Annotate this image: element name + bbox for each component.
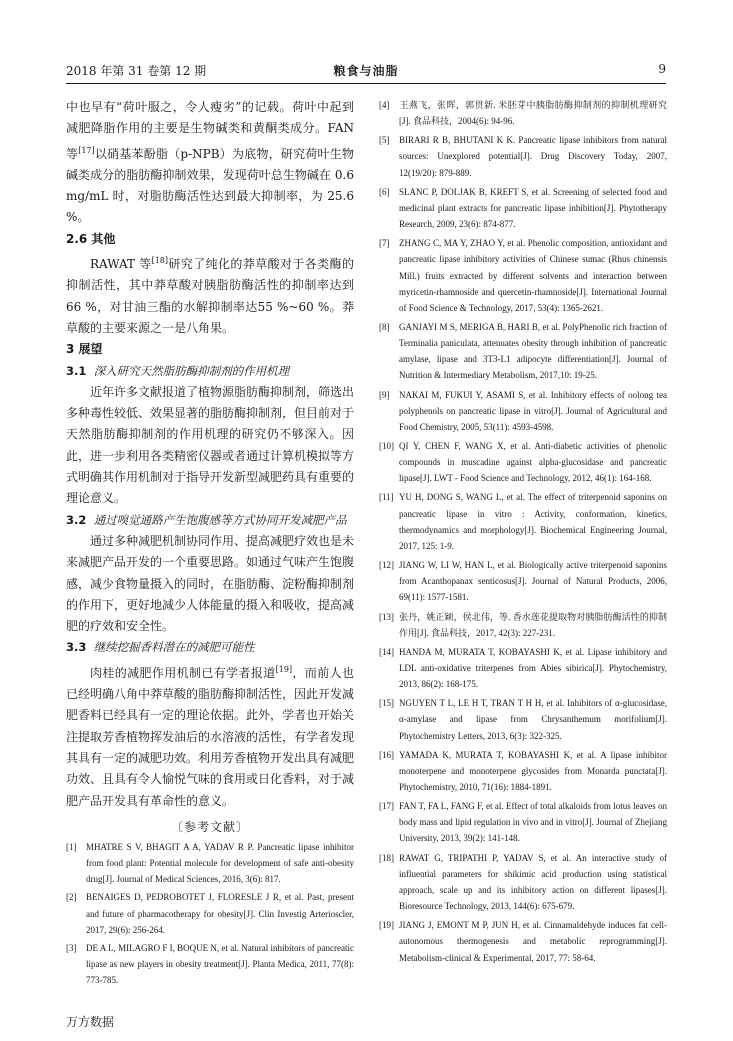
reference-number: [1] — [66, 841, 77, 852]
section-3-2-title — [66, 510, 354, 531]
reference-text: YAMADA K, MURATA T, KOBAYASHI K, et al. A lipase inhibitor monoterpene and monoterpene glycosides from Monarda punctata[J]. Phytochemistry, 2010, 71(16): 1884-1891. — [399, 749, 667, 792]
reference-number: [15] — [379, 698, 394, 709]
reference-item — [379, 557, 667, 605]
reference-text: BIRARI R B, BHUTANI K K. Pancreatic lipase inhibitors from natural sources: Unexplored potential[J]. Drug Discovery Today, 2007, 12(19/20): 879-889. — [399, 135, 667, 178]
reference-text: GANJAYI M S, MERIGA B, HARI B, et al. PolyPhenolic rich fraction of Terminalia paniculata, attenuates obesity through inhibition of pancreatic amylase, lipase and 3T3-L1 adipocyte differentiation[J]. Journal of Nutrition & Intermediary Metabolism, 2017,10: 19-25. — [399, 321, 667, 381]
reference-text: 王燕飞，张晖，郭贯新. 米胚芽中胰脂肪酶抑制剂的抑制机理研究[J]. 食品科技，2004(6): 94-96. — [399, 100, 667, 127]
para-3-3: 肉桂的减肥作用机制已有学者报道[19]，而前人也已经明确八角中莽草酸的脂肪酶抑制活性，因此开发减肥香料已经具有一定的理论依据。此外，学者也开始关注提取芳香植物挥发油后的水溶液的活性，有学者发现其具有一定的减肥功效。利用芳香植物开发出具有减肥功效、且具有令人愉悦气味的食用或日化香料，对于减肥产品开发具有革命性的意义。 — [66, 664, 355, 808]
reference-item — [379, 438, 667, 486]
watermark: 万方数据 — [66, 1015, 115, 1029]
references-title: 〔参考文献〕 — [170, 819, 249, 834]
reference-item — [379, 695, 667, 743]
references-list-right — [379, 97, 667, 966]
section-3-3-text: 继续挖掘香料潜在的减肥可能性 — [93, 640, 255, 655]
reference-number: [6] — [379, 186, 390, 197]
page-number: 9 — [658, 62, 666, 76]
section-3-2-number: 3.2 — [66, 512, 87, 527]
reference-number: [2] — [66, 892, 77, 903]
reference-text: SLANC P, DOLJAK B, KREFT S, et al. Screening of selected food and medicinal plant extracts for pancreatic lipase inhibition[J]. Phytotherapy Research, 2009, 23(6): 874-877. — [399, 186, 667, 230]
reference-number: [5] — [379, 135, 390, 146]
reference-text: MHATRE S V, BHAGIT A A, YADAV R P. Pancreatic lipase inhibitor from food plant: Potential molecule for development of safe anti-obesity drug[J]. Journal of Medical Sciences, 2016, 3(6): 817. — [86, 841, 354, 884]
reference-item — [379, 387, 667, 435]
para-2-6: RAWAT 等[18]研究了纯化的莽草酸对于各类酶的抑制活性，其中莽草酸对胰脂肪酶活性的抑制率达到66 %，对甘油三酯的水解抑制率达55 %~60 %。莽草酸的主要来源之一是八角果。 — [66, 256, 354, 335]
reference-number: [19] — [379, 920, 394, 931]
reference-text: JIANG J, EMONT M P, JUN H, et al. Cinnamaldehyde induces fat cell-autonomous thermogenesis and metabolic reprogramming[J]. Metabolism-clinical & Experimental, 2017, 77: 58-64. — [399, 920, 667, 963]
right-column — [379, 97, 667, 969]
reference-item — [379, 489, 667, 553]
references-list-left — [66, 839, 354, 989]
running-header — [66, 58, 666, 80]
section-3-1-number: 3.1 — [66, 363, 87, 378]
para-intro: 中也早有“荷叶服之，令人瘦劣”的记载。荷叶中起到减肥降脂作用的主要是生物碱类和黄酮类成分。FAN 等[17]以硝基苯酚脂（p-NPB）为底物，研究荷叶生物碱类成分的脂肪酶抑制效果，发现荷叶总生物碱在 0.6 mg/mL 时，对脂肪酶活性达到最大抑制率，为 25.6 %。 — [66, 100, 354, 225]
reference-text: DE A L, MILAGRO F I, BOQUE N, et al. Natural inhibitors of pancreatic lipase as new players in obesity treatment[J]. Planta Medica, 2011, 77(8): 773-785. — [86, 943, 354, 986]
para-3-1: 近年许多文献报道了植物源脂肪酶抑制剂，筛选出多种毒性较低、效果显著的脂肪酶抑制剂，但目前对于天然脂肪酶抑制剂的作用机理的研究仍不够深入。因此，进一步利用各类精密仪器或者通过计算机模拟等方式明确其作用机制对于指导开发新型减肥药具有重要的理论意义。 — [66, 384, 355, 506]
reference-number: [3] — [66, 943, 77, 954]
reference-text: YU H, DONG S, WANG L, et al. The effect of triterpenoid saponins on pancreatic lipase in vitro : Activity, conformation, kinetics, thermodynamics and morphology[J]. Biochemical Engineering Journal, 2017, 125: 1-9. — [399, 492, 667, 551]
reference-number: [9] — [379, 389, 390, 400]
reference-item — [379, 798, 667, 846]
journal-name: 粮食与油脂 — [333, 64, 399, 78]
reference-item — [379, 644, 667, 692]
reference-item — [379, 319, 667, 383]
reference-item — [66, 889, 354, 937]
reference-number: [4] — [379, 100, 390, 110]
left-column — [66, 97, 354, 991]
reference-text: NAKAI M, FUKUI Y, ASAMI S, et al. Inhibitory effects of oolong tea polyphenols on pancreatic lipase in vitro[J]. Journal of Agricultural and Food Chemistry, 2005, 53(11): 4593-4598. — [399, 389, 667, 432]
reference-text: RAWAT G, TRIPATHI P, YADAV S, et al. An interactive study of influential parameters for shikimic acid production using statistical approach, scale up and its inhibitory action on different lipases[J]. Bioresource Technology, 2013, 144(6): 675-679. — [399, 852, 667, 912]
section-3-3-number: 3.3 — [66, 640, 87, 655]
reference-item — [379, 850, 667, 914]
section-3-3-title — [66, 637, 354, 658]
reference-item — [379, 184, 667, 232]
reference-number: [10] — [379, 441, 394, 451]
reference-item — [66, 940, 354, 988]
reference-number: [7] — [379, 238, 390, 249]
reference-number: [17] — [379, 801, 394, 812]
reference-number: [13] — [379, 611, 394, 622]
reference-item — [66, 839, 354, 887]
reference-number: [16] — [379, 749, 394, 760]
section-3-1-title — [66, 361, 354, 382]
journal-issue: 2018 年第 31 卷第 12 期 — [66, 64, 207, 78]
reference-number: [18] — [379, 852, 394, 863]
reference-number: [14] — [379, 646, 394, 657]
reference-text: FAN T, FA L, FANG F, et al. Effect of total alkaloids from lotus leaves on body mass and lipid regulation in vivo and in vitro[J]. Journal of Zhejiang University, 2013, 39(2): 141-148. — [399, 801, 667, 844]
reference-text: BENAIGES D, PEDROBOTET J, FLORESLE J R, et al. Past, present and future of pharmacotherapy for obesity[J]. Clin Investig Arterioscler, 2017, 29(6): 256-264. — [86, 892, 354, 935]
section-2-6-title: 2.6 其他 — [66, 231, 116, 246]
section-3-1-text: 深入研究天然脂肪酶抑制剂的作用机理 — [93, 363, 290, 378]
section-3-title: 3 展望 — [66, 342, 103, 357]
reference-number: [12] — [379, 560, 394, 571]
reference-text: JIANG W, LI W, HAN L, et al. Biologically active triterpenoid saponins from Acanthopanax senticosus[J]. Journal of Natural Products, 2006, 69(11): 1577-1581. — [399, 560, 667, 603]
reference-number: [11] — [379, 492, 394, 503]
reference-item — [379, 609, 667, 641]
reference-item — [379, 917, 667, 965]
reference-text: ZHANG C, MA Y, ZHAO Y, et al. Phenolic composition, antioxidant and pancreatic lipase inhibitory activities of Chinese sumac (Rhus chinensis Mill.) fruits extracted by different solvents and interaction between myricetin-rhamnoside and quercetin-rhamnoside[J]. International Journal of Food Science & Technology, 2017, 53(4): 1365-2621. — [399, 238, 667, 313]
reference-item — [379, 747, 667, 795]
para-3-2: 通过多种减肥机制协同作用、提高减肥疗效也是未来减肥产品开发的一个重要思路。如通过气味产生饱腹感，减少食物量摄入的同时，在脂肪酶、淀粉酶抑制剂的作用下，更好地减少人体能量的摄入和吸收，提高减肥的疗效和安全性。 — [66, 533, 355, 634]
reference-number: [8] — [379, 321, 390, 332]
reference-item — [379, 97, 667, 129]
reference-text: NGUYEN T L, LE H T, TRAN T H H, et al. Inhibitors of α-glucosidase, α-amylase and lipase from Chrysanthemum morifolium[J]. Phytochemistry Letters, 2013, 6(3): 322-325. — [399, 698, 667, 741]
header-rule — [66, 83, 666, 84]
reference-text: HANDA M, MURATA T, KOBAYASHI K, et al. Lipase inhibitory and LDL anti-oxidative triterpenes from Abies sibirica[J]. Phytochemistry, 2013, 86(2): 168-175. — [399, 646, 667, 690]
reference-text: 张丹，姚正颖，侯北伟，等. 香水莲花提取物对胰脂肪酶活性的抑制作用[J]. 食品科技，2017, 42(3): 227-231. — [399, 611, 667, 638]
reference-item — [379, 235, 667, 315]
reference-text: QI Y, CHEN F, WANG X, et al. Anti-diabetic activities of phenolic compounds in muscadine against alpha-glucosidase and pancreatic lipase[J]. LWT - Food Science and Technology, 2012, 46(1): 164-168. — [399, 441, 667, 484]
reference-item — [379, 132, 667, 180]
section-3-2-text: 通过嗅觉通路产生饱腹感等方式协同开发减肥产品 — [93, 512, 347, 527]
